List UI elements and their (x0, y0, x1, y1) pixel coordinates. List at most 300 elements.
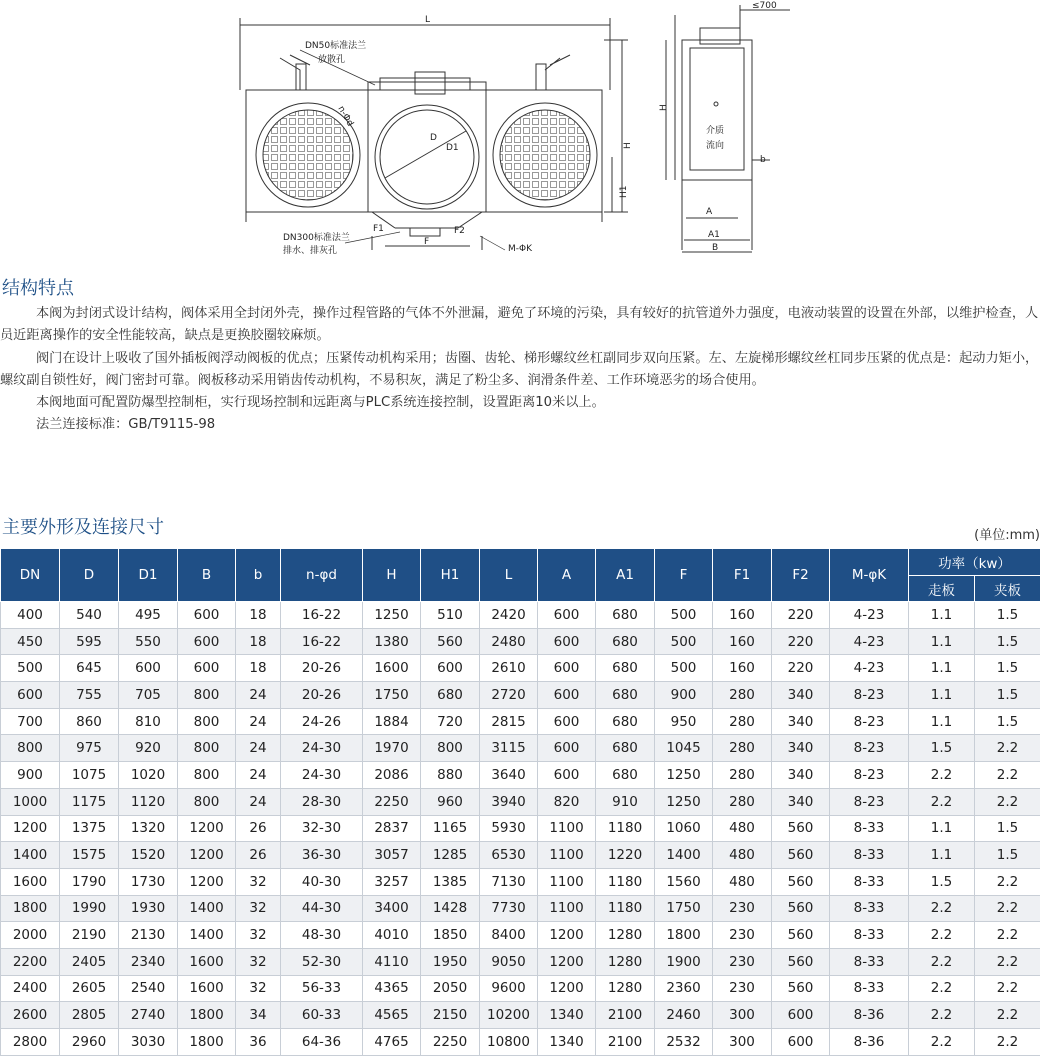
table-cell: 920 (119, 735, 178, 762)
table-cell: 24 (236, 682, 281, 709)
table-cell: 560 (772, 815, 830, 842)
table-cell: 2.2 (975, 922, 1040, 949)
table-cell: 3115 (480, 735, 538, 762)
table-cell: 7730 (480, 895, 538, 922)
table-cell: 1200 (538, 975, 596, 1002)
table-cell: 2100 (596, 1002, 655, 1029)
table-cell: 280 (713, 788, 772, 815)
table-cell: 720 (421, 708, 480, 735)
table-cell: 3640 (480, 762, 538, 789)
table-cell: 44-30 (281, 895, 363, 922)
table-cell: 36-30 (281, 842, 363, 869)
table-cell: 910 (596, 788, 655, 815)
table-cell: 2400 (1, 975, 60, 1002)
table-cell: 2.2 (975, 1029, 1040, 1056)
table-cell: 8-36 (830, 1029, 909, 1056)
table-cell: 1280 (596, 922, 655, 949)
table-cell: 26 (236, 842, 281, 869)
table-cell: 1.1 (909, 682, 975, 709)
table-cell: 24-30 (281, 735, 363, 762)
table-cell: 2250 (363, 788, 421, 815)
table-cell: 1320 (119, 815, 178, 842)
table-cell: 2720 (480, 682, 538, 709)
table-cell: 8-33 (830, 815, 909, 842)
label-D: D (430, 133, 437, 143)
table-cell: 2610 (480, 655, 538, 682)
table-cell: 560 (772, 868, 830, 895)
table-cell: 24 (236, 735, 281, 762)
column-header: M-φK (830, 549, 909, 602)
table-cell: 800 (178, 762, 236, 789)
table-row (1, 1029, 1040, 1056)
table-cell: 16-22 (281, 628, 363, 655)
table-cell: 56-33 (281, 975, 363, 1002)
table-cell: 800 (178, 682, 236, 709)
table-cell: 800 (421, 735, 480, 762)
table-cell: 480 (713, 842, 772, 869)
table-cell: 8-23 (830, 762, 909, 789)
table-cell: 1800 (1, 895, 60, 922)
table-cell: 1520 (119, 842, 178, 869)
table-cell: 2815 (480, 708, 538, 735)
table-cell: 1750 (655, 895, 713, 922)
label-A1: A1 (708, 230, 720, 240)
table-cell: 2.2 (975, 735, 1040, 762)
table-cell: 500 (655, 655, 713, 682)
table-cell: 680 (596, 735, 655, 762)
table-cell: 600 (772, 1002, 830, 1029)
table-cell: 975 (60, 735, 119, 762)
table-cell: 560 (772, 948, 830, 975)
table-cell: 2.2 (909, 1029, 975, 1056)
table-cell: 8-33 (830, 975, 909, 1002)
table-cell: 32 (236, 922, 281, 949)
table-cell: 230 (713, 922, 772, 949)
label-flow: 流向 (706, 141, 725, 151)
table-cell: 3257 (363, 868, 421, 895)
table-cell: 340 (772, 788, 830, 815)
table-cell: 5930 (480, 815, 538, 842)
table-cell: 1730 (119, 868, 178, 895)
table-cell: 1.5 (975, 655, 1040, 682)
table-cell: 680 (596, 708, 655, 735)
table-cell: 8-23 (830, 788, 909, 815)
table-cell: 1100 (538, 815, 596, 842)
table-cell: 1000 (1, 788, 60, 815)
table-cell: 1.5 (909, 735, 975, 762)
unit-label: (单位:mm) (974, 528, 1040, 543)
label-b: b (760, 155, 766, 165)
table-cell: 2086 (363, 762, 421, 789)
table-cell: 1.1 (909, 628, 975, 655)
table-cell: 2.2 (909, 922, 975, 949)
table-cell: 2130 (119, 922, 178, 949)
table-cell: 600 (538, 708, 596, 735)
table-cell: 1.5 (975, 842, 1040, 869)
table-cell: 900 (655, 682, 713, 709)
table-cell: 36 (236, 1029, 281, 1056)
table-cell: 2.2 (909, 788, 975, 815)
table-cell: 280 (713, 708, 772, 735)
table-cell: 1175 (60, 788, 119, 815)
table-cell: 1850 (421, 922, 480, 949)
table-cell: 1250 (655, 788, 713, 815)
table-cell: 8400 (480, 922, 538, 949)
label-H1: H1 (619, 185, 629, 198)
table-cell: 8-23 (830, 682, 909, 709)
table-cell: 48-30 (281, 922, 363, 949)
table-cell: 32 (236, 868, 281, 895)
table-row (1, 1002, 1040, 1029)
table-cell: 4-23 (830, 602, 909, 629)
column-header: F1 (713, 549, 772, 602)
table-cell: 24-26 (281, 708, 363, 735)
table-cell: 560 (772, 895, 830, 922)
table-cell: 1400 (1, 842, 60, 869)
table-cell: 2.2 (975, 975, 1040, 1002)
table-cell: 560 (772, 975, 830, 1002)
table-cell: 2600 (1, 1002, 60, 1029)
table-cell: 860 (60, 708, 119, 735)
table-cell: 2340 (119, 948, 178, 975)
table-cell: 800 (178, 735, 236, 762)
table-cell: 1180 (596, 868, 655, 895)
table-cell: 230 (713, 895, 772, 922)
table-cell: 1575 (60, 842, 119, 869)
table-cell: 230 (713, 948, 772, 975)
table-cell: 1400 (178, 922, 236, 949)
table-cell: 160 (713, 655, 772, 682)
table-cell: 2.2 (975, 788, 1040, 815)
table-cell: 2480 (480, 628, 538, 655)
table-cell: 1045 (655, 735, 713, 762)
table-cell: 220 (772, 628, 830, 655)
column-header: A (538, 549, 596, 602)
label-D1: D1 (446, 143, 459, 153)
table-cell: 1200 (178, 868, 236, 895)
table-cell: 1385 (421, 868, 480, 895)
table-cell: 7130 (480, 868, 538, 895)
label-vent: 放散孔 (318, 55, 346, 65)
table-cell: 1400 (655, 842, 713, 869)
table-cell: 1600 (1, 868, 60, 895)
table-cell: 2800 (1, 1029, 60, 1056)
table-cell: 52-30 (281, 948, 363, 975)
table-cell: 26 (236, 815, 281, 842)
column-header: H (363, 549, 421, 602)
table-row (1, 788, 1040, 815)
table-cell: 2460 (655, 1002, 713, 1029)
table-cell: 595 (60, 628, 119, 655)
label-Hside: H (659, 104, 669, 111)
table-cell: 8-33 (830, 842, 909, 869)
label-F: F (424, 237, 430, 247)
table-cell: 24 (236, 762, 281, 789)
table-cell: 32-30 (281, 815, 363, 842)
table-cell: 2605 (60, 975, 119, 1002)
table-cell: 2.2 (975, 895, 1040, 922)
label-B: B (712, 243, 719, 253)
table-cell: 8-23 (830, 708, 909, 735)
valve-side-view (659, 1, 790, 253)
label-MPhiK: M-ΦK (508, 244, 532, 254)
table-cell: 1.1 (909, 708, 975, 735)
table-cell: 2.2 (909, 1002, 975, 1029)
table-cell: 680 (596, 762, 655, 789)
label-H: H (623, 142, 633, 149)
table-cell: 2000 (1, 922, 60, 949)
label-A: A (706, 207, 713, 217)
table-cell: 10200 (480, 1002, 538, 1029)
table-cell: 600 (421, 655, 480, 682)
table-cell: 705 (119, 682, 178, 709)
table-cell: 2837 (363, 815, 421, 842)
table-cell: 32 (236, 895, 281, 922)
table-cell: 2960 (60, 1029, 119, 1056)
table-cell: 340 (772, 682, 830, 709)
table-cell: 8-33 (830, 895, 909, 922)
table-cell: 2.2 (909, 948, 975, 975)
table-cell: 2200 (1, 948, 60, 975)
table-cell: 6530 (480, 842, 538, 869)
table-row (1, 948, 1040, 975)
table-cell: 1930 (119, 895, 178, 922)
table-cell: 2.2 (909, 975, 975, 1002)
column-header: D (60, 549, 119, 602)
table-cell: 2190 (60, 922, 119, 949)
section-title: 结构特点 (2, 278, 74, 299)
paragraph: 本阀为封闭式设计结构，阀体采用全封闭外壳，操作过程管路的气体不外泄漏，避免了环境的污染，具有较好的抗管道外力强度，电液动装置的设置在外部，以维护检查，人员近距离操作的安全性能较高，缺点是更换胶圈较麻烦。 (0, 306, 1039, 344)
table-cell: 8-23 (830, 735, 909, 762)
table-cell: 1375 (60, 815, 119, 842)
label-dn50: DN50标准法兰 (305, 41, 367, 51)
column-header: F (655, 549, 713, 602)
table-cell: 600 (538, 655, 596, 682)
table-cell: 1.5 (909, 868, 975, 895)
table-row (1, 975, 1040, 1002)
table-cell: 960 (421, 788, 480, 815)
table-cell: 2.2 (975, 762, 1040, 789)
table-cell: 810 (119, 708, 178, 735)
label-le700: ≤700 (752, 1, 777, 11)
table-cell: 8-33 (830, 948, 909, 975)
table-cell: 950 (655, 708, 713, 735)
power-subheader: 夹板 (975, 576, 1040, 602)
label-F2: F2 (454, 226, 465, 236)
column-header: D1 (119, 549, 178, 602)
table-cell: 40-30 (281, 868, 363, 895)
table-cell: 1200 (178, 842, 236, 869)
table-cell: 220 (772, 602, 830, 629)
table-cell: 1.1 (909, 655, 975, 682)
column-header: b (236, 549, 281, 602)
table-cell: 1020 (119, 762, 178, 789)
table-cell: 680 (596, 628, 655, 655)
table-cell: 1280 (596, 948, 655, 975)
table-cell: 680 (596, 682, 655, 709)
table-cell: 1285 (421, 842, 480, 869)
description (0, 303, 1040, 437)
table-row (1, 815, 1040, 842)
table-cell: 755 (60, 682, 119, 709)
table-cell: 495 (119, 602, 178, 629)
table-cell: 1.5 (975, 682, 1040, 709)
table-cell: 1200 (538, 948, 596, 975)
table-cell: 1600 (178, 975, 236, 1002)
table-cell: 600 (538, 682, 596, 709)
table-cell: 600 (772, 1029, 830, 1056)
table-cell: 1600 (363, 655, 421, 682)
table-cell: 560 (772, 842, 830, 869)
table-cell: 600 (1, 682, 60, 709)
table-cell: 28-30 (281, 788, 363, 815)
table-cell: 24 (236, 708, 281, 735)
column-header: DN (1, 549, 60, 602)
table-cell: 20-26 (281, 682, 363, 709)
table-cell: 1120 (119, 788, 178, 815)
table-cell: 3400 (363, 895, 421, 922)
table-cell: 32 (236, 948, 281, 975)
table-cell: 680 (596, 655, 655, 682)
table-row (1, 655, 1040, 682)
table-cell: 2150 (421, 1002, 480, 1029)
table-cell: 3057 (363, 842, 421, 869)
table-cell: 2405 (60, 948, 119, 975)
power-header: 功率（kw） (909, 549, 1040, 576)
table-cell: 1800 (178, 1029, 236, 1056)
table-cell: 1200 (538, 922, 596, 949)
table-row (1, 868, 1040, 895)
table-cell: 2740 (119, 1002, 178, 1029)
table-cell: 24-30 (281, 762, 363, 789)
table-cell: 1250 (363, 602, 421, 629)
table-cell: 1100 (538, 842, 596, 869)
table-cell: 1180 (596, 815, 655, 842)
column-header: n-φd (281, 549, 363, 602)
table-row (1, 628, 1040, 655)
table-cell: 540 (60, 602, 119, 629)
table-cell: 8-36 (830, 1002, 909, 1029)
table-cell: 600 (538, 735, 596, 762)
table-cell: 340 (772, 762, 830, 789)
table-cell: 550 (119, 628, 178, 655)
table-cell: 500 (1, 655, 60, 682)
table-cell: 1800 (178, 1002, 236, 1029)
table-cell: 2540 (119, 975, 178, 1002)
table-cell: 280 (713, 762, 772, 789)
table-cell: 1100 (538, 895, 596, 922)
table-cell: 510 (421, 602, 480, 629)
table-cell: 1970 (363, 735, 421, 762)
table-cell: 18 (236, 602, 281, 629)
table-cell: 1100 (538, 868, 596, 895)
table-cell: 300 (713, 1029, 772, 1056)
table-cell: 480 (713, 868, 772, 895)
column-header: L (480, 549, 538, 602)
table-cell: 700 (1, 708, 60, 735)
label-L: L (425, 15, 431, 25)
table-cell: 1060 (655, 815, 713, 842)
table-cell: 1340 (538, 1029, 596, 1056)
power-subheader: 走板 (909, 576, 975, 602)
table-cell: 645 (60, 655, 119, 682)
table-cell: 900 (1, 762, 60, 789)
table-cell: 4-23 (830, 655, 909, 682)
paragraph: 阀门在设计上吸收了国外插板阀浮动阀板的优点；压紧传动机构采用；齿圈、齿轮、梯形螺纹丝杠副同步双向压紧。左、左旋梯形螺纹丝杠同步压紧的优点是：起动力矩小，螺纹副自锁性好，阀门密封可靠。阀板移动采用销齿传动机构，不易积灰，满足了粉尘多、润滑条件差、工作环境恶劣的场合使用。 (0, 350, 1039, 388)
table-cell: 280 (713, 735, 772, 762)
table-cell: 500 (655, 628, 713, 655)
table-cell: 2100 (596, 1029, 655, 1056)
table-cell: 560 (772, 922, 830, 949)
table-cell: 600 (178, 655, 236, 682)
table-cell: 1600 (178, 948, 236, 975)
table-cell: 1884 (363, 708, 421, 735)
table-cell: 1200 (178, 815, 236, 842)
table-cell: 680 (596, 602, 655, 629)
table-cell: 8-33 (830, 922, 909, 949)
table-cell: 4365 (363, 975, 421, 1002)
table-cell: 1075 (60, 762, 119, 789)
table-cell: 340 (772, 708, 830, 735)
table-cell: 600 (538, 602, 596, 629)
table-cell: 800 (178, 708, 236, 735)
table-cell: 2360 (655, 975, 713, 1002)
table-row (1, 735, 1040, 762)
table-row (1, 762, 1040, 789)
table-cell: 800 (1, 735, 60, 762)
table-cell: 340 (772, 735, 830, 762)
table-cell: 32 (236, 975, 281, 1002)
table-cell: 3940 (480, 788, 538, 815)
table-cell: 1560 (655, 868, 713, 895)
column-header: B (178, 549, 236, 602)
table-cell: 220 (772, 655, 830, 682)
table-cell: 1.1 (909, 842, 975, 869)
table-row (1, 895, 1040, 922)
table-cell: 4-23 (830, 628, 909, 655)
table-title: 主要外形及连接尺寸 (2, 517, 164, 538)
table-cell: 1950 (421, 948, 480, 975)
table-cell: 3030 (119, 1029, 178, 1056)
label-dn300: DN300标准法兰 (283, 233, 350, 243)
label-nphid: n-Φd (335, 104, 355, 129)
table-cell: 4010 (363, 922, 421, 949)
table-cell: 2.2 (975, 948, 1040, 975)
table-cell: 1900 (655, 948, 713, 975)
valve-technical-drawing (0, 0, 1040, 262)
table-cell: 2.2 (975, 1002, 1040, 1029)
table-cell: 600 (538, 628, 596, 655)
table-cell: 1380 (363, 628, 421, 655)
table-cell: 2250 (421, 1029, 480, 1056)
paragraph: 本阀地面可配置防爆型控制柜，实行现场控制和远距离与PLC系统连接控制，设置距离10米以上。 (36, 395, 605, 411)
table-cell: 600 (178, 602, 236, 629)
table-cell: 1.5 (975, 628, 1040, 655)
table-cell: 280 (713, 682, 772, 709)
table-cell: 1.1 (909, 815, 975, 842)
column-header: H1 (421, 549, 480, 602)
table-cell: 600 (119, 655, 178, 682)
table-row (1, 602, 1040, 629)
column-header: A1 (596, 549, 655, 602)
table-cell: 60-33 (281, 1002, 363, 1029)
table-cell: 9600 (480, 975, 538, 1002)
table-cell: 2050 (421, 975, 480, 1002)
table-cell: 500 (655, 602, 713, 629)
table-cell: 1400 (178, 895, 236, 922)
table-cell: 1250 (655, 762, 713, 789)
table-cell: 2.2 (975, 868, 1040, 895)
